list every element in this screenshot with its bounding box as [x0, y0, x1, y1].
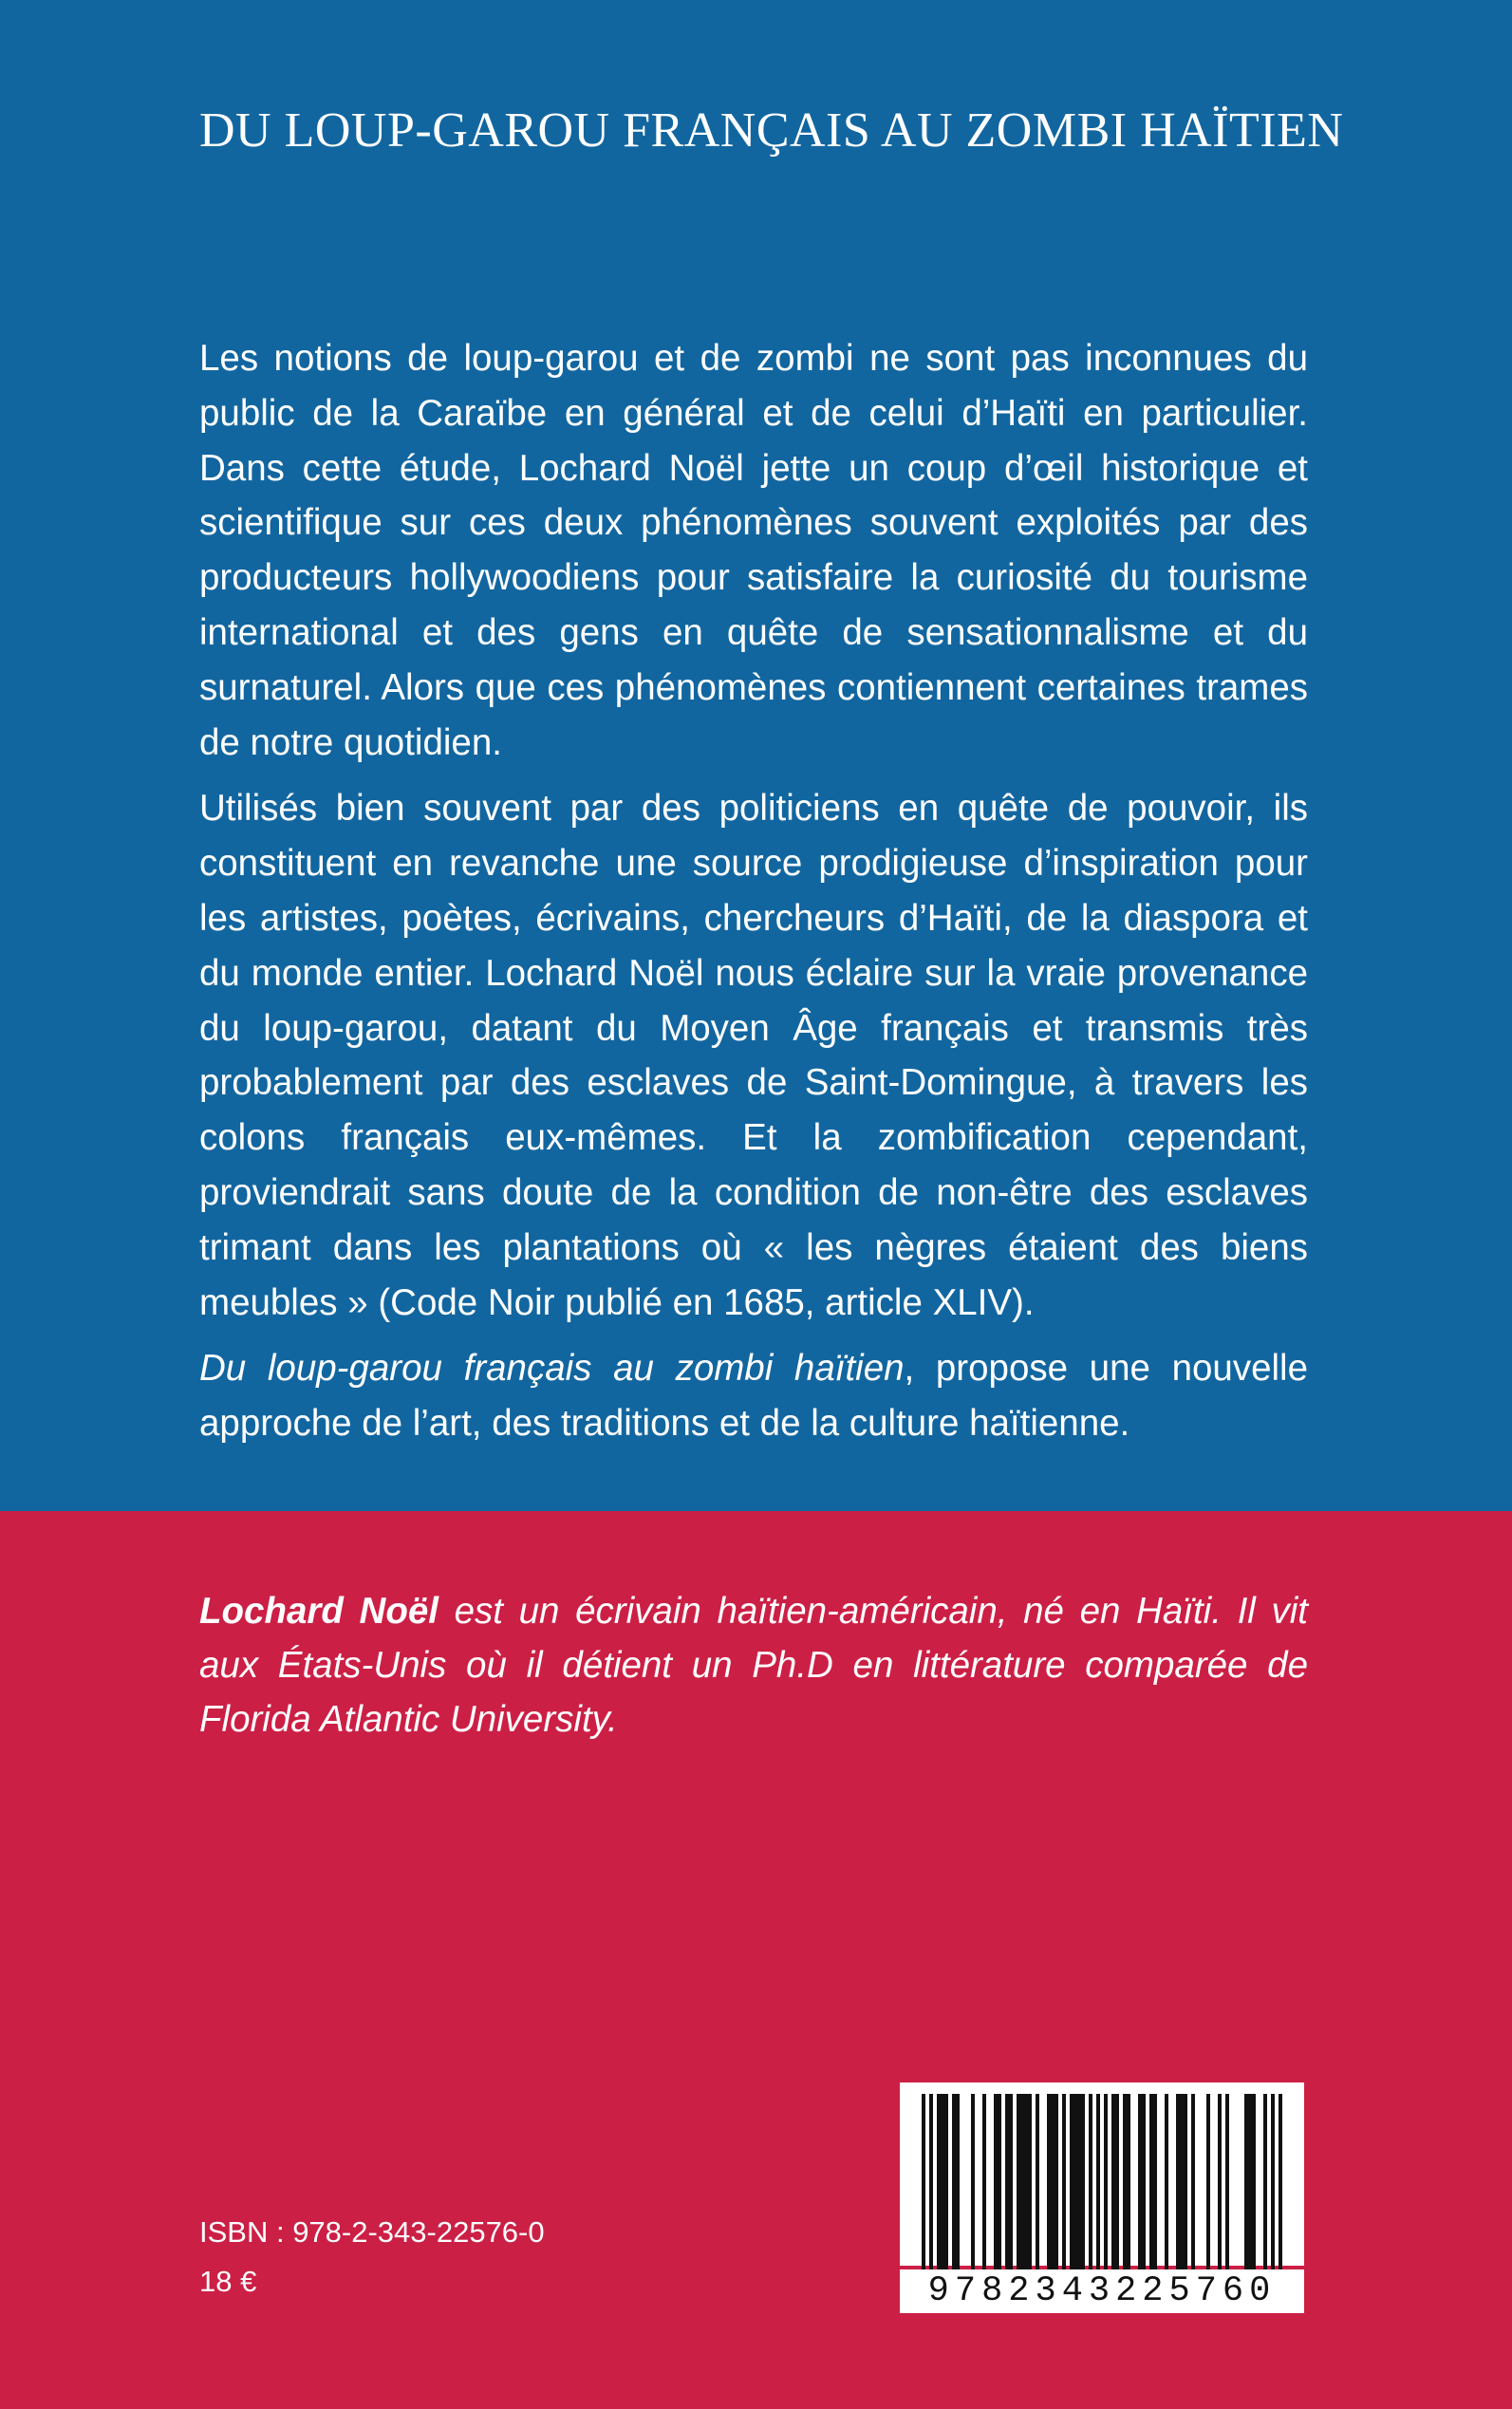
author-bio [199, 1584, 1308, 1746]
summary-paragraph-1: Les notions de loup-garou et de zombi ne sont pas inconnues du public de la Caraïbe en général et de celui d’Haïti en particulier. Dans cette étude, Lochard Noël jette un coup d’œil historique et scientifique sur ces deux phénomènes souvent exploités par des producteurs hollywoodiens pour satisfaire la curiosité du tourisme international et des gens en quête de sensationnalisme et du surnaturel. Alors que ces phénomènes contiennent certaines trames de notre quotidien. [199, 338, 1308, 763]
barcode-number: 9782343225760 [900, 2269, 1304, 2313]
barcode-bar [1218, 2094, 1222, 2269]
barcode-bar [1081, 2094, 1085, 2269]
barcode-bar [922, 2094, 925, 2269]
barcode-bar [1248, 2094, 1252, 2269]
barcode-bar [1149, 2094, 1153, 2269]
barcode-bar [944, 2094, 948, 2269]
barcode-bar [1077, 2094, 1081, 2269]
barcode-bar [1184, 2094, 1187, 2269]
barcode-bar [1123, 2094, 1127, 2269]
barcode-bar [1115, 2094, 1119, 2269]
summary-paragraph-3 [199, 1341, 1308, 1451]
barcode-bar [1055, 2094, 1058, 2269]
summary-paragraph-2: Utilisés bien souvent par des politiciens en quête de pouvoir, ils constituent en revanche une source prodigieuse d’inspiration pour les artistes, poètes, écrivains, chercheurs d’Haïti, de la diaspora et du monde entier. Lochard Noël nous éclaire sur la vraie provenance du loup-garou, datant du Moyen Âge français et transmis très probablement par des esclaves de Saint-Domingue, à travers les colons français eux-mêmes. Et la zombification cependant, proviendrait sans doute de la condition de non-être des esclaves trimant dans les plantations où « les nègres étaient des biens meubles » (Code Noir publié en 1685, article XLIV). [199, 788, 1308, 1323]
barcode-bar [1111, 2094, 1115, 2269]
barcode-bar [941, 2094, 944, 2269]
summary-book-title: Du loup-garou français au zombi haïtien [199, 1348, 905, 1390]
barcode-bar [1005, 2094, 1009, 2269]
barcode-bar [1127, 2094, 1130, 2269]
barcode-bar [1138, 2094, 1142, 2269]
barcode-bar [929, 2094, 933, 2269]
barcode-bar [1252, 2094, 1256, 2269]
barcode-bar [1047, 2094, 1051, 2269]
barcode-bar [998, 2094, 1001, 2269]
barcode-bar [1180, 2094, 1184, 2269]
barcode-bar [1051, 2094, 1055, 2269]
summary-paragraph-3-text: , propose une nouvelle approche de l’art, des traditions et de la culture haïtienne. [199, 1348, 1308, 1445]
barcode-bar [1271, 2094, 1275, 2269]
barcode-bar [952, 2094, 956, 2269]
barcode-bar [1225, 2094, 1229, 2269]
barcode-bar [1017, 2094, 1020, 2269]
barcode-bar [1024, 2094, 1028, 2269]
author-bio-text: est un écrivain haïtien-américain, né en Haïti. Il vit aux États-Unis où il détient un Ph.D en littérature comparée de Florida Atlantic University. [199, 1591, 1308, 1740]
book-title: DU LOUP-GAROU FRANÇAIS AU ZOMBI HAÏTIEN [199, 103, 1344, 158]
barcode-bar [1089, 2094, 1092, 2269]
barcode-bar [1009, 2094, 1013, 2269]
barcode-bar [1028, 2094, 1032, 2269]
barcode-bar [1096, 2094, 1100, 2269]
price-label: 18 € [199, 2265, 257, 2298]
barcode-bar [1104, 2094, 1108, 2269]
barcode-bar [956, 2094, 960, 2269]
barcode-bar [982, 2094, 986, 2269]
barcode-bar [1073, 2094, 1077, 2269]
barcode-bars [900, 2082, 1304, 2269]
barcode-bar [1206, 2094, 1210, 2269]
barcode-bar [1244, 2094, 1248, 2269]
barcode-bar [1153, 2094, 1157, 2269]
barcode-bar [1070, 2094, 1073, 2269]
barcode-bar [937, 2094, 941, 2269]
barcode-bar [1036, 2094, 1039, 2269]
book-summary [199, 331, 1308, 1451]
barcode-bar [1165, 2094, 1168, 2269]
barcode [900, 2082, 1304, 2311]
barcode-bar [1279, 2094, 1282, 2269]
barcode-bar [1176, 2094, 1180, 2269]
barcode-bar [1263, 2094, 1267, 2269]
barcode-bar [971, 2094, 975, 2269]
isbn-label: ISBN : 978-2-343-22576-0 [199, 2215, 545, 2249]
barcode-bar [1020, 2094, 1024, 2269]
barcode-bar [1191, 2094, 1195, 2269]
barcode-bar [1062, 2094, 1066, 2269]
barcode-bar [1142, 2094, 1146, 2269]
barcode-bar [994, 2094, 998, 2269]
author-name: Lochard Noël [199, 1591, 439, 1632]
